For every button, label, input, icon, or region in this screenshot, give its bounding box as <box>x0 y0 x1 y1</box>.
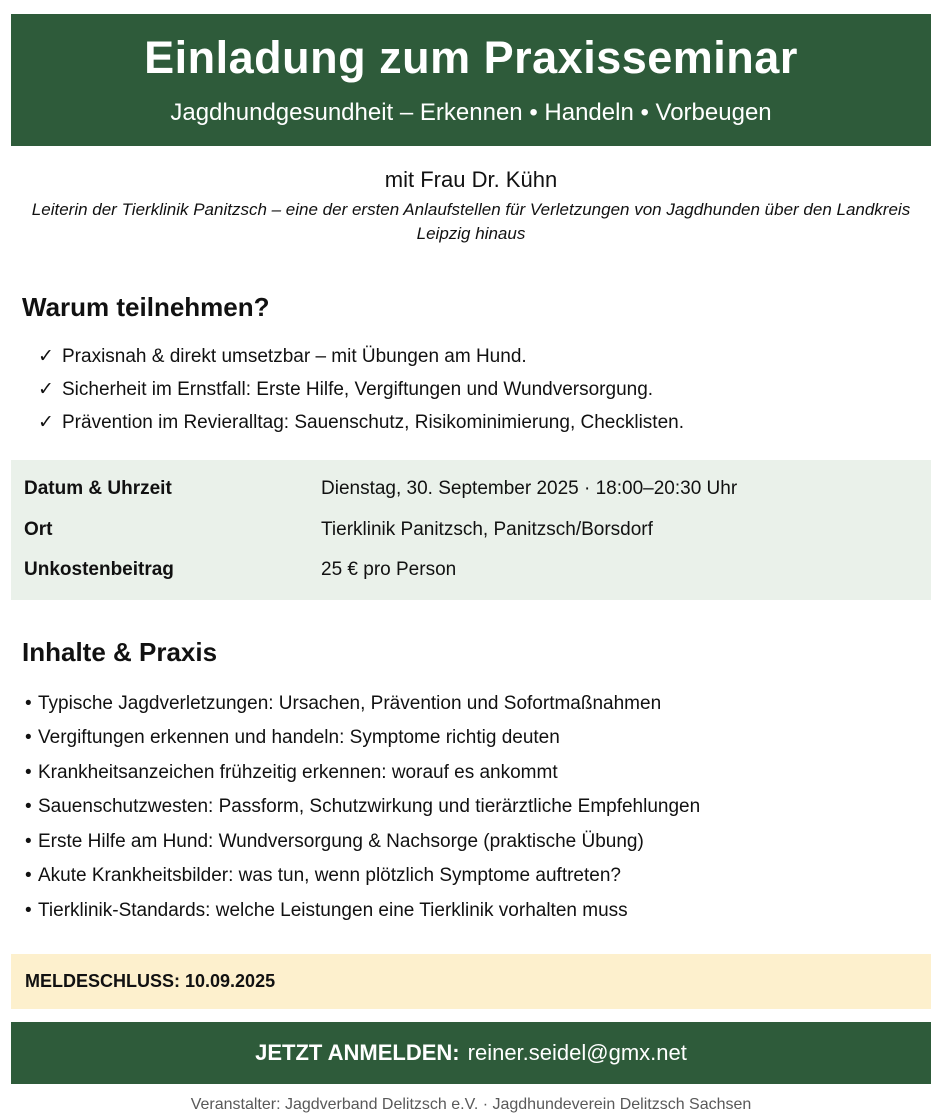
bullet-icon: • <box>25 761 32 783</box>
check-item-text: Sicherheit im Ernstfall: Erste Hilfe, Vergiftungen und Wundversorgung. <box>62 379 654 401</box>
bullet-item-text: Erste Hilfe am Hund: Wundversorgung & Nachsorge (praktische Übung) <box>38 830 644 852</box>
section-heading-why: Warum teilnehmen? <box>22 291 270 322</box>
list-item <box>25 825 942 860</box>
detail-label-location: Ort <box>24 518 53 540</box>
check-list-item <box>38 406 942 439</box>
speaker-name: mit Frau Dr. Kühn <box>384 167 558 192</box>
bullet-item-text: Vergiftungen erkennen und handeln: Symptome richtig deuten <box>38 727 560 749</box>
bullet-icon: • <box>25 796 32 818</box>
detail-value-date: Dienstag, 30. September 2025 · 18:00–20:30 Uhr <box>321 478 738 500</box>
list-item <box>25 721 942 756</box>
table-row <box>11 510 931 551</box>
bullet-icon: • <box>25 727 32 749</box>
detail-value-fee: 25 € pro Person <box>321 559 457 581</box>
details-table <box>11 460 931 600</box>
list-item <box>25 859 942 894</box>
bullet-icon: • <box>25 830 32 852</box>
page-title: Einladung zum Praxisseminar <box>144 31 798 83</box>
bullet-item-text: Tierklinik-Standards: welche Leistungen eine Tierklinik vorhalten muss <box>38 899 628 921</box>
list-item <box>25 687 942 722</box>
bullet-icon: • <box>25 865 32 887</box>
check-list-item <box>38 373 942 406</box>
why-check-list <box>0 340 942 439</box>
cta-banner <box>11 1022 931 1084</box>
check-icon: ✓ <box>38 412 54 434</box>
check-icon: ✓ <box>38 346 54 368</box>
list-item <box>25 790 942 825</box>
bullet-icon: • <box>25 899 32 921</box>
invitation-flyer <box>0 14 942 1114</box>
speaker-description: Leiterin der Tierklinik Panitzsch – eine der ersten Anlaufstellen für Verletzungen von Jagdhunden über den Landkreis Leipzig hinaus <box>31 200 911 244</box>
section-heading-contents: Inhalte & Praxis <box>22 636 218 667</box>
list-item <box>25 894 942 929</box>
check-list-item <box>38 340 942 373</box>
footer-organizer-text: Veranstalter: Jagdverband Delitzsch e.V. · Jagdhundeverein Delitzsch Sachsen <box>190 1096 752 1114</box>
bullet-icon: • <box>25 692 32 714</box>
header-banner <box>11 14 931 146</box>
contents-bullet-list <box>0 687 942 929</box>
check-icon: ✓ <box>38 379 54 401</box>
speaker-block <box>0 167 942 246</box>
check-item-text: Praxisnah & direkt umsetzbar – mit Übungen am Hund. <box>62 346 527 368</box>
cta-label: JETZT ANMELDEN: <box>255 1040 460 1066</box>
deadline-banner <box>11 954 931 1009</box>
detail-label-fee: Unkostenbeitrag <box>24 559 174 581</box>
bullet-item-text: Krankheitsanzeichen frühzeitig erkennen: worauf es ankommt <box>38 761 558 783</box>
list-item <box>25 756 942 791</box>
bullet-item-text: Sauenschutzwesten: Passform, Schutzwirkung und tierärztliche Empfehlungen <box>38 796 701 818</box>
bullet-item-text: Typische Jagdverletzungen: Ursachen, Prävention und Sofortmaßnahmen <box>38 692 662 714</box>
check-item-text: Prävention im Revieralltag: Sauenschutz, Risikominimierung, Checklisten. <box>62 412 684 434</box>
bullet-item-text: Akute Krankheitsbilder: was tun, wenn plötzlich Symptome auftreten? <box>38 865 621 887</box>
table-row <box>11 550 931 591</box>
detail-value-location: Tierklinik Panitzsch, Panitzsch/Borsdorf <box>321 518 653 540</box>
detail-label-date: Datum & Uhrzeit <box>24 478 172 500</box>
page-subtitle: Jagdhundgesundheit – Erkennen • Handeln • Vorbeugen <box>170 98 772 126</box>
deadline-text: MELDESCHLUSS: 10.09.2025 <box>25 971 276 992</box>
cta-email: reiner.seidel@gmx.net <box>467 1040 687 1066</box>
table-row <box>11 469 931 510</box>
